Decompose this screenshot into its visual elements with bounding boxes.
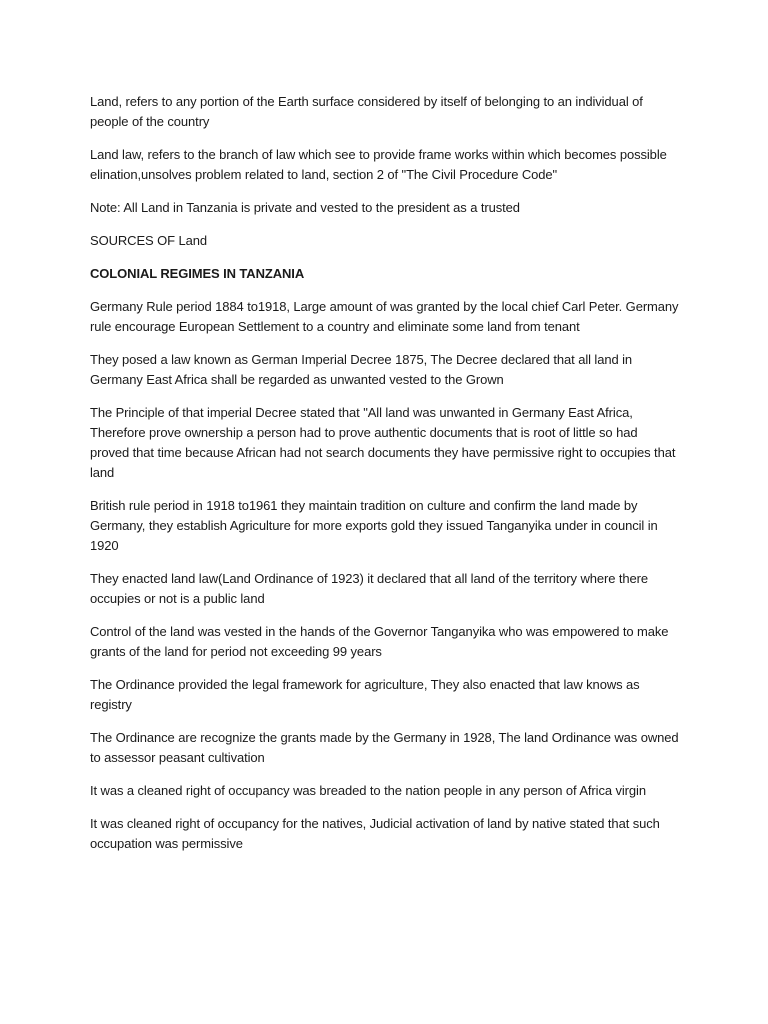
paragraph-note: Note: All Land in Tanzania is private and vested to the president as a trusted bbox=[90, 200, 520, 215]
paragraph-germany-rule: Germany Rule period 1884 to1918, Large amount of was granted by the local chief Carl Peter. Germany rule encourage European Settlement to a country and eliminate some land from tenant bbox=[90, 299, 679, 334]
paragraph-land-definition: Land, refers to any portion of the Earth surface considered by itself of belonging to an individual of people of the country bbox=[90, 94, 643, 129]
paragraph-imperial-decree: They posed a law known as German Imperial Decree 1875, The Decree declared that all land in Germany East Africa shall be regarded as unwanted vested to the Grown bbox=[90, 352, 633, 387]
paragraph-decree-principle: The Principle of that imperial Decree stated that "All land was unwanted in Germany East Africa, Therefore prove ownership a person had to prove authentic documents that is root of little so had proved that time because African had not search documents they have permissive right to occupies that land bbox=[90, 405, 676, 480]
document-body bbox=[90, 92, 680, 867]
paragraph-right-of-occupancy: It was a cleaned right of occupancy was breaded to the nation people in any person of Africa virgin bbox=[90, 783, 646, 798]
paragraph-british-rule: British rule period in 1918 to1961 they maintain tradition on culture and confirm the land made by Germany, they establish Agriculture for more exports gold they issued Tanganyika under in council in 1920 bbox=[90, 498, 658, 553]
paragraph-governor-control: Control of the land was vested in the hands of the Governor Tanganyika who was empowered to make grants of the land for period not exceeding 99 years bbox=[90, 624, 669, 659]
paragraph-sources-heading: SOURCES OF Land bbox=[90, 233, 207, 248]
paragraph-natives-occupancy: It was cleaned right of occupancy for the natives, Judicial activation of land by native stated that such occupation was permissive bbox=[90, 816, 660, 851]
paragraph-legal-framework: The Ordinance provided the legal framework for agriculture, They also enacted that law knows as registry bbox=[90, 677, 640, 712]
paragraph-ordinance-grants: The Ordinance are recognize the grants made by the Germany in 1928, The land Ordinance was owned to assessor peasant cultivation bbox=[90, 730, 679, 765]
section-heading-colonial-regimes: COLONIAL REGIMES IN TANZANIA bbox=[90, 266, 305, 281]
paragraph-land-law-definition: Land law, refers to the branch of law which see to provide frame works within which becomes possible elination,unsolves problem related to land, section 2 of "The Civil Procedure Code" bbox=[90, 147, 667, 182]
paragraph-land-ordinance: They enacted land law(Land Ordinance of 1923) it declared that all land of the territory where there occupies or not is a public land bbox=[90, 571, 649, 606]
